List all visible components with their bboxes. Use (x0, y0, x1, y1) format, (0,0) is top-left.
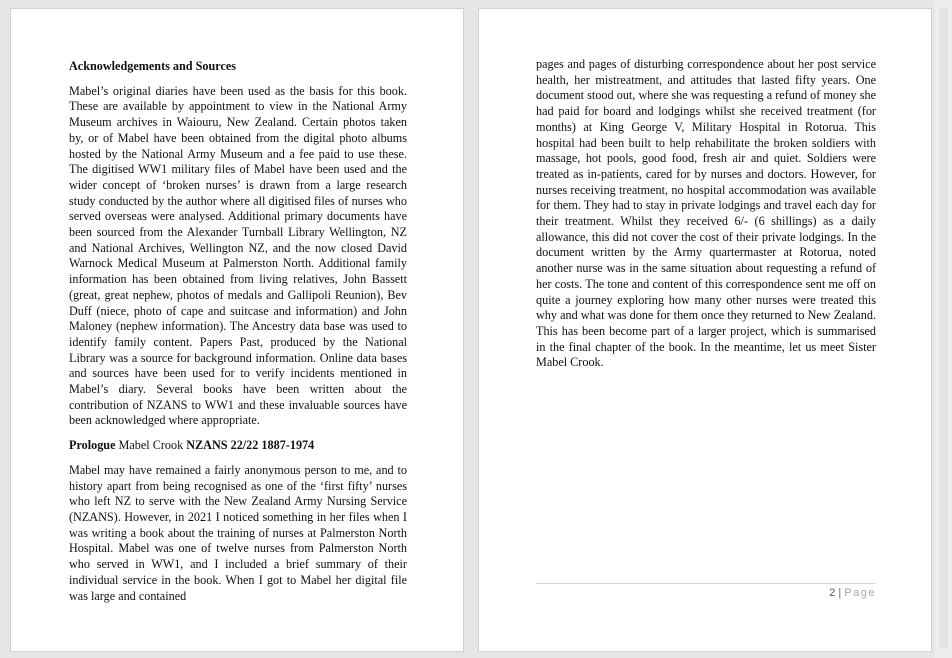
footer-page-label: Page (844, 587, 876, 599)
prologue-label: Prologue (69, 438, 116, 453)
page-number: 2 (829, 587, 836, 599)
prologue-heading (69, 438, 407, 454)
acknowledgements-heading: Acknowledgements and Sources (69, 59, 237, 73)
prologue-service-id: NZANS 22/22 1887-1974 (186, 438, 315, 453)
prologue-subject-name: Mabel Crook (118, 438, 184, 453)
prologue-paragraph: Mabel may have remained a fairly anonymous person to me, and to history apart from being recognised as one of the ‘first fifty’ nurses who left NZ to serve with the New Zealand Army Nursing Service (NZANS). However, in 2021 I noticed something in her files when I was writing a book about the training of nurses at Palmerston North Hospital. Mabel was one of twelve nurses from Palmerston North who served in WW1, and I included a brief summary of their individual service in the book. When I got to Mabel her digital file was large and contained (69, 462, 407, 603)
acknowledgements-paragraph: Mabel’s original diaries have been used as the basis for this book. These are available by appointment to view in the National Army Museum archives in Waiouru, New Zealand. Certain photos taken by, or of Mabel have been obtained from the digital photo albums hosted by the National Army Museum and a fee paid to use these. The digitised WW1 military files of Mabel have been used and the wider concept of ‘broken nurses’ is drawn from a large research study conducted by the author where all digitised files of nurses who served overseas were analysed. Additional primary documents have been sourced from the Alexander Turnball Library Wellington, NZ and National Archives, Wellington NZ, and the now closed David Warnock Medical Museum at Palmerston North. Additional family information has been obtained from living relatives, John Bassett (great, great nephew, photos of medals and Gallipoli Reunion), Bev Duff (niece, photo of cape and suitcase and information) and John Maloney (nephew information). The Ancestry data base was used to identify family content. Papers Past, produced by the National Library was a source for background information. Online data bases and sources have been used for to verify incidents mentioned in Mabel’s diary. Several books have been written about the contribution of NZANS to WW1 and these invaluable sources have been acknowledged where appropriate. (69, 83, 407, 428)
continued-prologue-paragraph: pages and pages of disturbing correspondence about her post service health, her mistreatment, and attitudes that lasted fifty years. One document stood out, where she was requesting a refund of money she had paid for board and lodgings whilst she received treatment (for months) at King George V, Military Hospital in Rotorua. This hospital had been built to help rehabilitate the broken soldiers with massage, hot pools, good food, fresh air and quiet. Soldiers were treated as in-patients, cared for by nurses and doctors. However, for nurses receiving treatment, no hospital accommodation was available for them. They had to stay in private lodgings and travel each day for their treatment. Whilst they received 6/- (6 shillings) as a daily allowance, this did not cover the cost of their private lodgings. In the document written by the Army quartermaster at Rotorua, noted another nurse was in the same situation about requesting a refund of her costs. The tone and content of this correspondence sent me off on quite a journey exploring how many other nurses were treated this why and what was done for them once they returned to New Zealand. This has been become part of a larger project, which is summarised in the final chapter of the book. In the meantime, let us meet Sister Mabel Crook. (536, 57, 876, 370)
document-page-1 (10, 8, 464, 652)
footer-separator: | (838, 587, 842, 599)
footer-divider (536, 583, 876, 584)
vertical-scrollbar-thumb[interactable] (939, 8, 948, 648)
page-2-text-column (536, 57, 876, 380)
page-footer (536, 587, 876, 599)
document-page-2 (478, 8, 932, 652)
page-1-text-column (69, 59, 407, 613)
